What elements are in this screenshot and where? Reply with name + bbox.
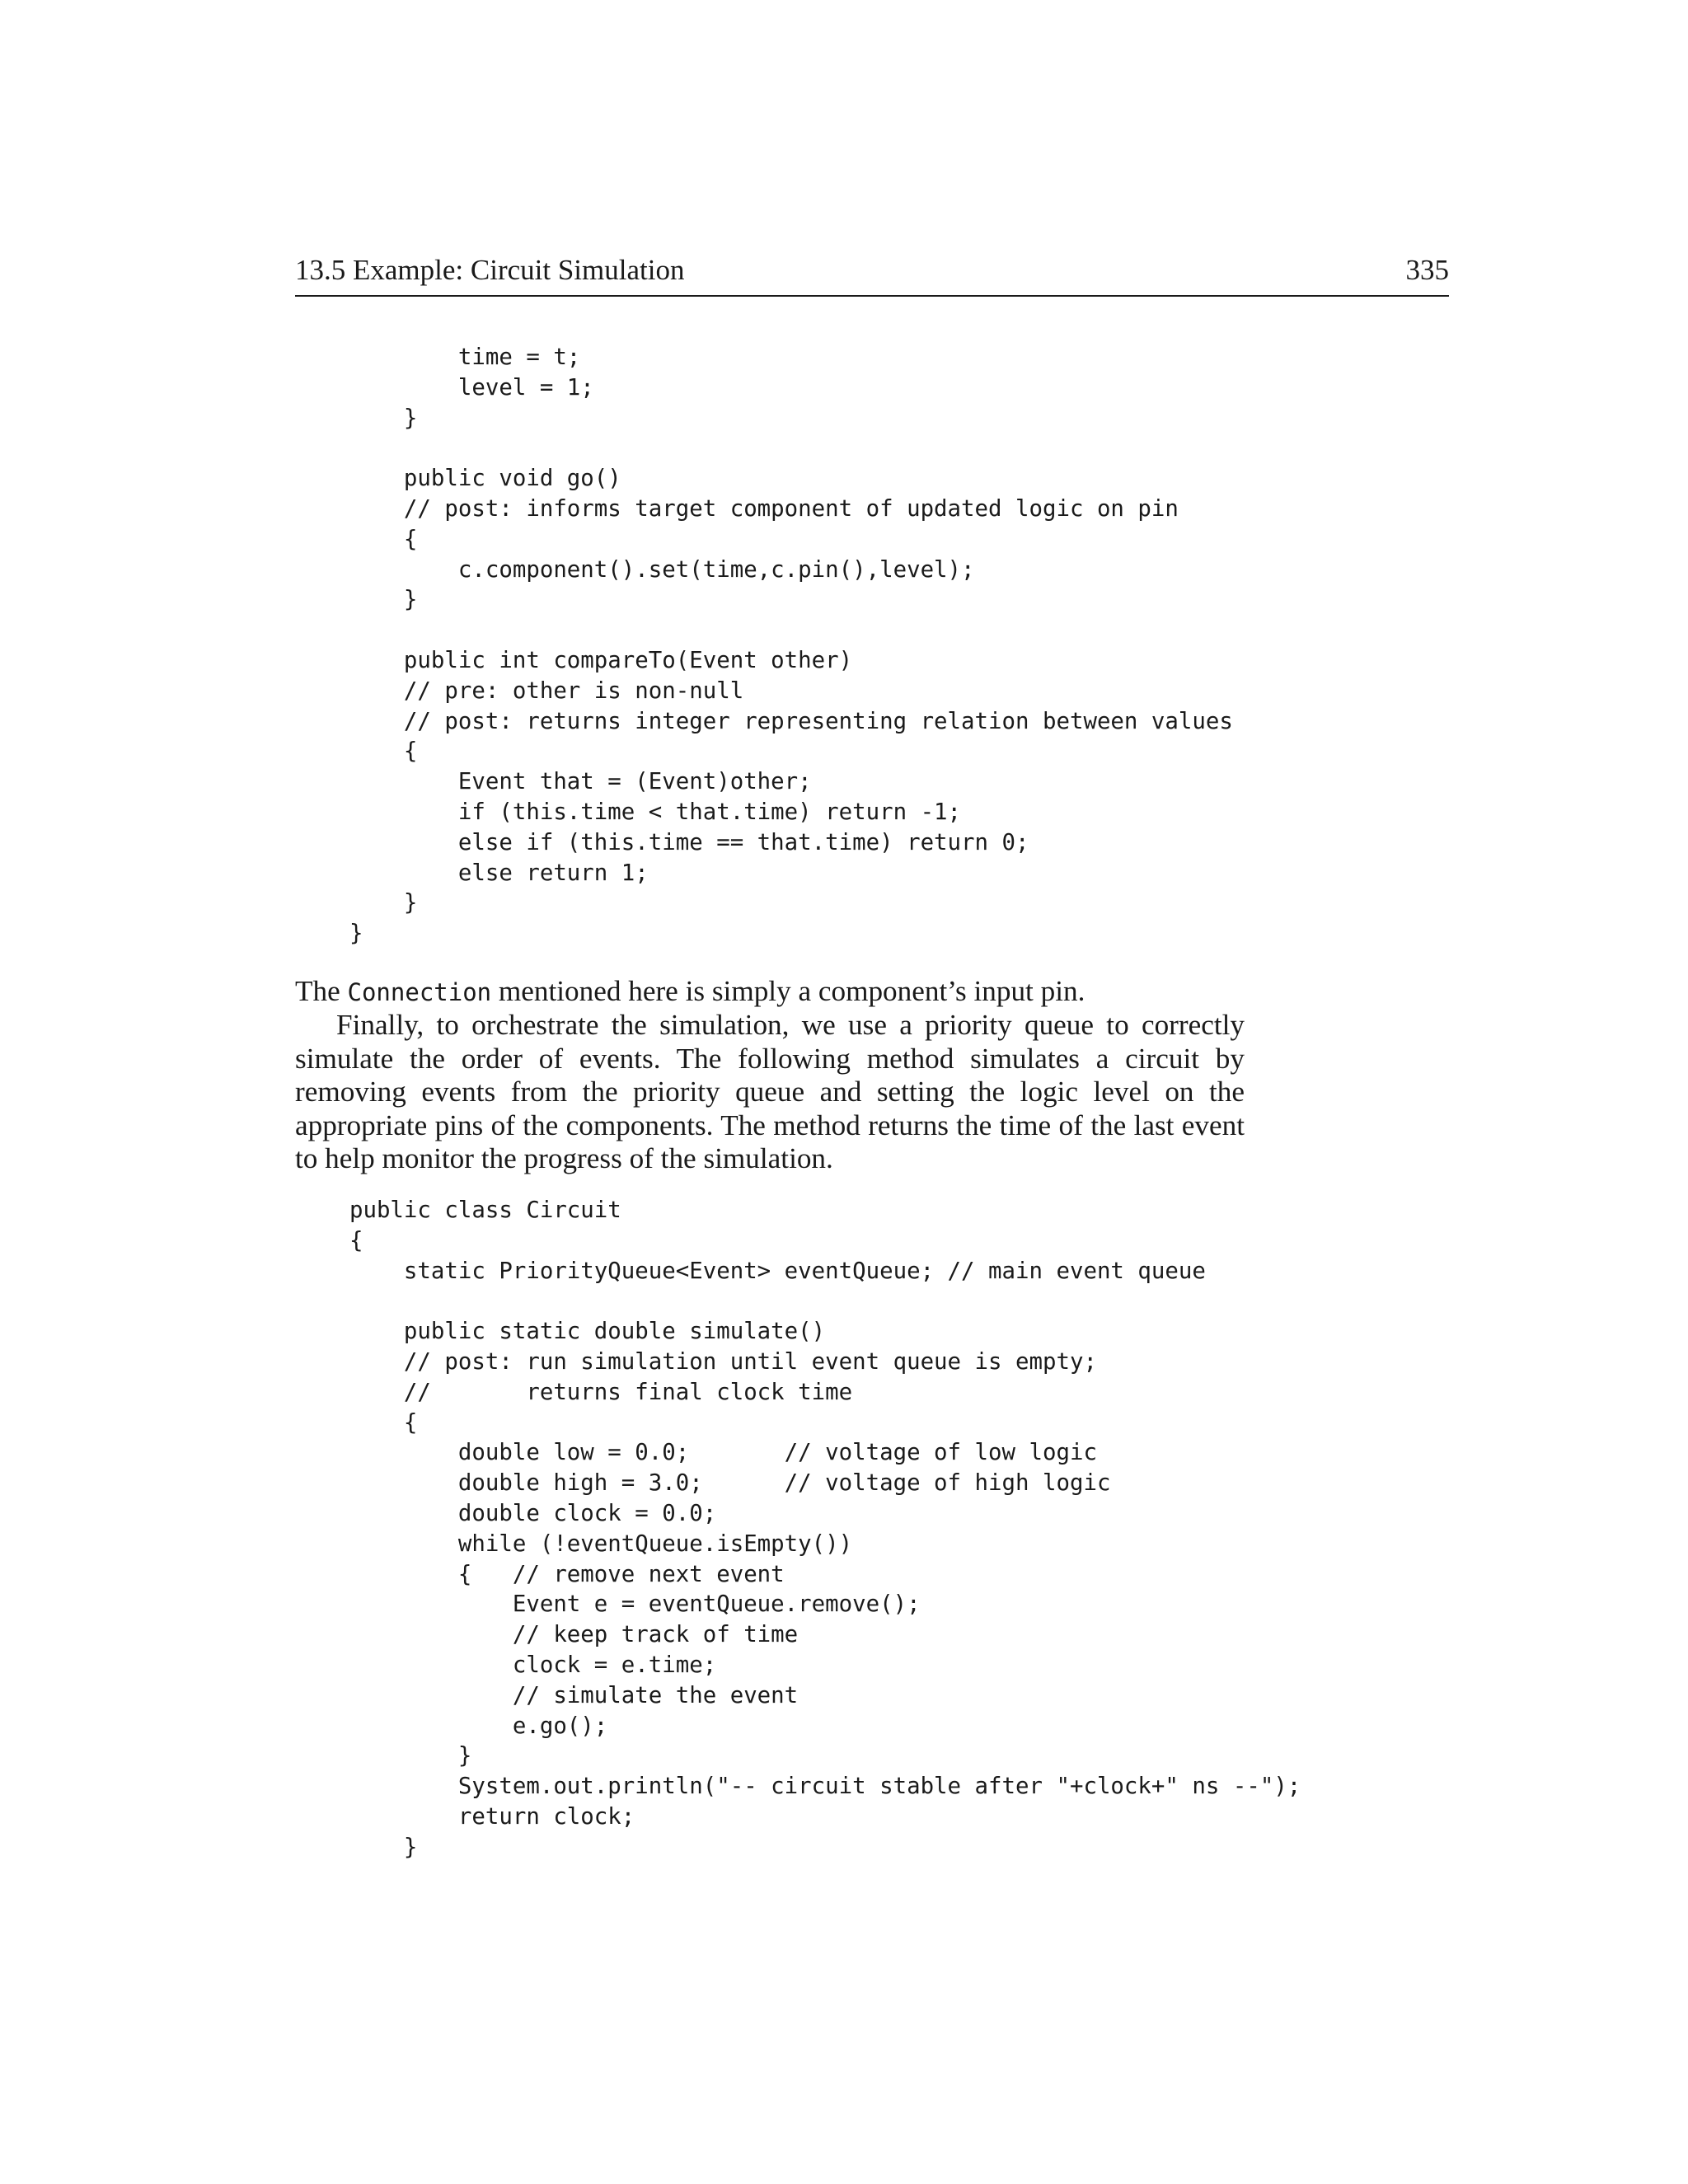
paragraph-simulation: Finally, to orchestrate the simulation, we use a priority queue to correctly simulate the order of events. The following method simulates a circuit by removing events from the priority queue and setting the logic level on the appropriate pins of the components. The method returns the time of the last event to help monitor the progress of the simulation. [295, 1009, 1245, 1175]
code-listing-circuit-class: public class Circuit { static PriorityQueue<Event> eventQueue; // main event queue public static double simulate() // post: run simulation until event queue is empty; // returns final clock time { double low = 0.0; // voltage of low logic double high = 3.0; // voltage of high logic double clock = 0.0; while (!eventQueue.isEmpty()) { // remove next event Event e = eventQueue.remove(); // keep track of time clock = e.time; // simulate the event e.go(); } System.out.println("-- circuit stable after "+clock+" ns --"); return clock; } [349, 1197, 1301, 1860]
body-text [295, 975, 1245, 1175]
section-title: 13.5 Example: Circuit Simulation [295, 254, 685, 286]
inline-code-connection: Connection [347, 978, 492, 1006]
code-listing-event-methods: time = t; level = 1; } public void go() // post: informs target component of updated logic on pin { c.component().set(time,c.pin(),level); } public int compareTo(Event other) // pre: other is non-null // post: returns integer representing relation between values { Event that = (Event)other; if (this.time < that.time) return -1; else if (this.time == that.time) return 0; else return 1; } } [349, 344, 1233, 947]
running-header [295, 254, 1449, 297]
paragraph-connection-lead: The [295, 975, 348, 1007]
paragraph-connection [295, 975, 1245, 1009]
page-number: 335 [1405, 254, 1449, 286]
paragraph-connection-rest: mentioned here is simply a component’s input pin. [491, 975, 1085, 1007]
